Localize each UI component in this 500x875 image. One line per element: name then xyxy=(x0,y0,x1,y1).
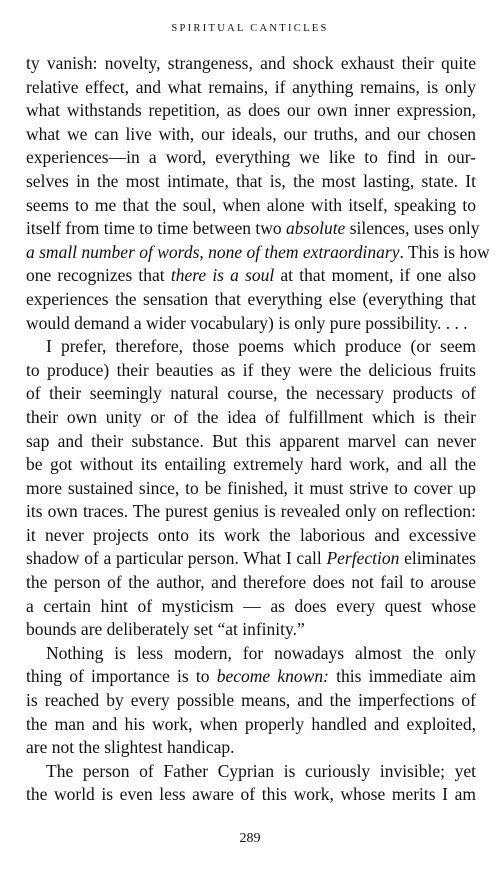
text-line xyxy=(26,146,476,170)
line-text: the world is even less aware of this work, whose merits I am xyxy=(26,784,476,805)
text-line xyxy=(26,335,476,359)
line-text-after: . This is how xyxy=(399,241,490,262)
text-line xyxy=(26,571,476,595)
text-line xyxy=(26,665,476,689)
body-text xyxy=(26,52,490,807)
line-text: thing of importance is to xyxy=(26,666,217,687)
line-text: sap and their substance. But this apparent marvel can never xyxy=(26,430,476,451)
text-line xyxy=(26,477,476,501)
text-line xyxy=(26,713,476,737)
line-text: would demand a wider vocabulary) is only pure possibility. . . . xyxy=(26,312,468,333)
line-text: one recognizes that xyxy=(26,265,171,286)
text-line xyxy=(26,430,476,454)
text-line xyxy=(26,76,476,100)
page-number: 289 xyxy=(239,831,261,846)
text-line xyxy=(26,217,480,241)
text-line xyxy=(26,194,476,218)
line-text: their own unity or of the idea of fulfillment which is their xyxy=(26,406,476,427)
line-text: its own traces. The purest genius is revealed only on reflection: xyxy=(26,501,476,522)
line-text: the man and his work, when properly handled and exploited, xyxy=(26,713,476,734)
line-text: of their seemingly natural course, the necessary products of xyxy=(26,383,476,404)
text-line xyxy=(26,382,476,406)
text-line xyxy=(26,547,476,571)
line-text-after: at that moment, if one also xyxy=(274,265,477,286)
line-text: the person of the author, and therefore does not fail to arouse xyxy=(26,572,476,593)
text-line xyxy=(26,288,476,312)
text-line xyxy=(26,312,476,336)
line-text: seems to me that the soul, when alone with itself, speaking to xyxy=(26,194,476,215)
italic-phrase: absolute xyxy=(286,218,346,239)
text-line xyxy=(26,123,476,147)
text-line xyxy=(26,264,476,288)
text-line xyxy=(26,689,476,713)
text-line xyxy=(26,359,476,383)
text-line xyxy=(26,406,476,430)
italic-phrase: become known: xyxy=(216,666,329,687)
line-text: be got without its entailing extremely hard work, and all the xyxy=(26,454,476,475)
text-line xyxy=(26,500,476,524)
line-text: a certain hint of mysticism — as does every quest whose xyxy=(26,595,476,616)
italic-phrase: there is a soul xyxy=(170,265,275,286)
line-text: ty vanish: novelty, strangeness, and shock exhaust their quite xyxy=(26,53,476,73)
text-line xyxy=(26,760,476,784)
line-text: relative effect, and what remains, if anything remains, is only xyxy=(26,76,476,97)
line-text: to produce) their beauties as if they were the delicious fruits xyxy=(26,359,476,380)
line-text: shadow of a particular person. What I call xyxy=(26,548,327,569)
line-text: Nothing is less modern, for nowadays almost the only xyxy=(46,642,476,663)
line-text: it never projects onto its work the laborious and excessive xyxy=(26,524,476,545)
running-head: SPIRITUAL CANTICLES xyxy=(171,23,329,34)
line-text: The person of Father Cyprian is curiously invisible; yet xyxy=(46,760,476,781)
text-line xyxy=(26,642,476,666)
text-line xyxy=(26,52,476,76)
line-text: what withstands repetition, as does our own inner expression, xyxy=(26,100,476,121)
line-text: are not the slightest handicap. xyxy=(26,737,235,758)
line-text: I prefer, therefore, those poems which produce (or seem xyxy=(46,336,476,357)
text-line xyxy=(26,524,476,548)
text-line xyxy=(26,170,476,194)
text-line xyxy=(26,595,476,619)
text-line xyxy=(26,736,476,760)
italic-phrase: a small number of words, none of them extraordinary xyxy=(26,241,400,262)
line-text: is reached by every possible means, and the imperfections of xyxy=(26,690,476,711)
text-line xyxy=(26,99,476,123)
line-text: itself from time to time between two xyxy=(26,218,287,239)
line-text: experiences the sensation that everything else (everything that xyxy=(26,288,476,309)
line-text: bounds are deliberately set “at infinity.” xyxy=(26,619,305,640)
italic-phrase: Perfection xyxy=(326,548,400,569)
line-text: more sustained since, to be finished, it must strive to cover up xyxy=(26,477,476,498)
line-text-after: eliminates xyxy=(399,548,476,569)
line-text-after: this immediate aim xyxy=(328,666,477,687)
line-text-after: silences, uses only xyxy=(345,218,480,239)
text-line xyxy=(26,783,476,807)
text-line xyxy=(26,618,476,642)
text-line xyxy=(26,453,476,477)
text-line xyxy=(26,241,490,265)
line-text: what we can live with, our ideals, our truths, and our chosen xyxy=(26,123,476,144)
line-text: experiences—in a word, everything we like to find in our- xyxy=(26,147,476,168)
line-text: selves in the most intimate, that is, the most lasting, state. It xyxy=(26,170,476,191)
